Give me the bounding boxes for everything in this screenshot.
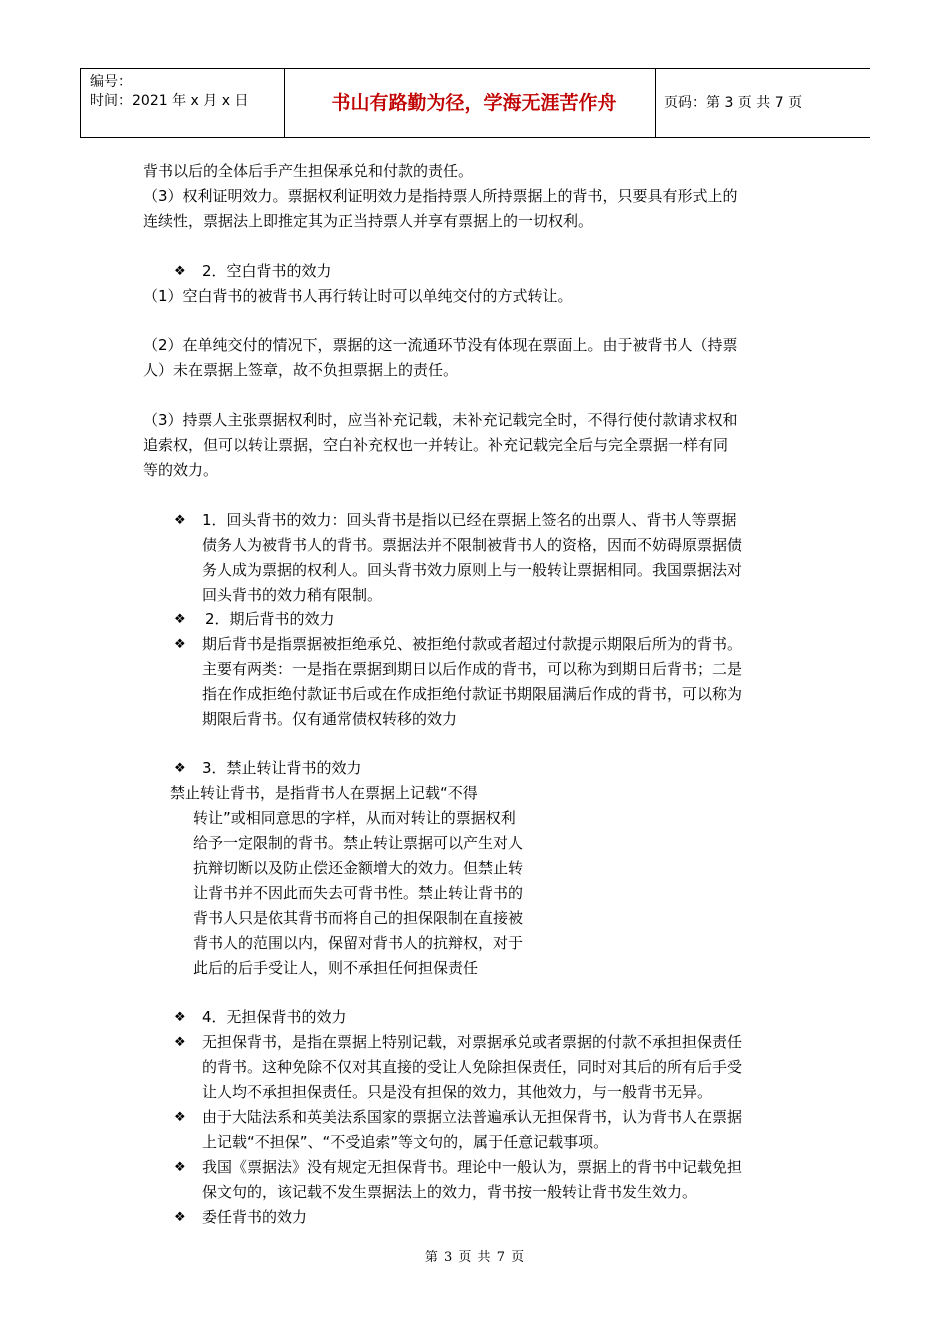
text-line: 的背书。这种免除不仅对其直接的受让人免除担保责任，同时对其后的所有后手受	[202, 1058, 743, 1076]
page-footer: 第 3 页 共 7 页	[424, 1250, 526, 1265]
header-meta	[90, 73, 248, 111]
text-line: 务人成为票据的权利人。回头背书效力原则上与一般转让票据相同。我国票据法对	[202, 561, 743, 579]
bullet-icon: ❖	[174, 1160, 186, 1175]
text-line: 债务人为被背书人的背书。票据法并不限制被背书人的资格，因而不妨碍原票据债	[202, 536, 743, 554]
text-line: 上记载“不担保”、“不受追索”等文句的，属于任意记载事项。	[202, 1133, 609, 1151]
text-line: 1．回头背书的效力：回头背书是指以已经在票据上签名的出票人、背书人等票据	[202, 511, 737, 529]
text-line: 等的效力。	[143, 461, 219, 479]
time-label: 时间：2021 年 x 月 x 日	[90, 93, 249, 109]
text-line: 让人均不承担担保责任。只是没有担保的效力，其他效力，与一般背书无异。	[202, 1083, 713, 1101]
text-line: 背书人的范围以内，保留对背书人的抗辩权，对于	[193, 934, 524, 952]
section-heading: 委任背书的效力	[202, 1208, 308, 1226]
text-line: （3）持票人主张票据权利时，应当补充记载，未补充记载完全时，不得行使付款请求权和	[143, 411, 738, 429]
text-line: 期后背书是指票据被拒绝承兑、被拒绝付款或者超过付款提示期限后所为的背书。	[202, 635, 743, 653]
header-border-left	[80, 69, 81, 137]
text-line: 转让”或相同意思的字样，从而对转让的票据权利	[193, 809, 516, 827]
bullet-icon: ❖	[174, 513, 186, 528]
text-line: 期限后背书。仅有通常债权转移的效力	[202, 710, 458, 728]
header-table	[80, 68, 870, 138]
bullet-icon: ❖	[174, 1035, 186, 1050]
text-line: 我国《票据法》没有规定无担保背书。理论中一般认为，票据上的背书中记载免担	[202, 1158, 743, 1176]
bullet-icon: ❖	[174, 761, 186, 776]
text-line: 指在作成拒绝付款证书后或在作成拒绝付款证书期限届满后作成的背书，可以称为	[202, 685, 743, 703]
page-info: 页码：第 3 页 共 7 页	[664, 95, 803, 111]
section-heading: 3．禁止转让背书的效力	[202, 759, 362, 777]
number-label: 编号：	[90, 74, 132, 90]
bullet-icon: ❖	[174, 1010, 186, 1025]
text-line: 抗辩切断以及防止偿还金额增大的效力。但禁止转	[193, 859, 524, 877]
slogan: 书山有路勤为径，学海无涯苦作舟	[331, 92, 617, 114]
text-line: 给予一定限制的背书。禁止转让票据可以产生对人	[193, 834, 524, 852]
section-heading: 4．无担保背书的效力	[202, 1008, 347, 1026]
text-line: 回头背书的效力稍有限制。	[202, 586, 383, 604]
text-line: 此后的后手受让人，则不承担任何担保责任	[193, 959, 479, 977]
section-heading: 2．空白背书的效力	[202, 262, 332, 280]
text-line: 背书人只是依其背书而将自己的担保限制在直接被	[193, 909, 524, 927]
text-line: （1）空白背书的被背书人再行转让时可以单纯交付的方式转让。	[143, 287, 573, 305]
bullet-icon: ❖	[174, 637, 186, 652]
text-line: 由于大陆法系和英美法系国家的票据立法普遍承认无担保背书，认为背书人在票据	[202, 1108, 743, 1126]
text-line: 无担保背书，是指在票据上特别记载，对票据承兑或者票据的付款不承担担保责任	[202, 1033, 743, 1051]
bullet-icon: ❖	[174, 1210, 186, 1225]
text-line: 背书以后的全体后手产生担保承兑和付款的责任。	[143, 162, 474, 180]
text-line: 人）未在票据上签章，故不负担票据上的责任。	[143, 361, 459, 379]
bullet-icon: ❖	[174, 612, 186, 627]
text-line: （2）在单纯交付的情况下，票据的这一流通环节没有体现在票面上。由于被背书人（持票	[143, 336, 738, 354]
text-line: 追索权，但可以转让票据，空白补充权也一并转让。补充记载完全后与完全票据一样有同	[143, 436, 729, 454]
section-heading: 2．期后背书的效力	[205, 610, 335, 628]
bullet-icon: ❖	[174, 264, 186, 279]
text-line: 主要有两类：一是指在票据到期日以后作成的背书，可以称为到期日后背书；二是	[202, 660, 743, 678]
text-line: 保文句的，该记载不发生票据法上的效力，背书按一般转让背书发生效力。	[202, 1183, 698, 1201]
text-line: 连续性，票据法上即推定其为正当持票人并享有票据上的一切权利。	[143, 212, 594, 230]
text-line: 禁止转让背书，是指背书人在票据上记载“不得	[170, 784, 478, 802]
text-line: （3）权利证明效力。票据权利证明效力是指持票人所持票据上的背书，只要具有形式上的	[143, 187, 738, 205]
text-line: 让背书并不因此而失去可背书性。禁止转让背书的	[193, 884, 524, 902]
bullet-icon: ❖	[174, 1110, 186, 1125]
